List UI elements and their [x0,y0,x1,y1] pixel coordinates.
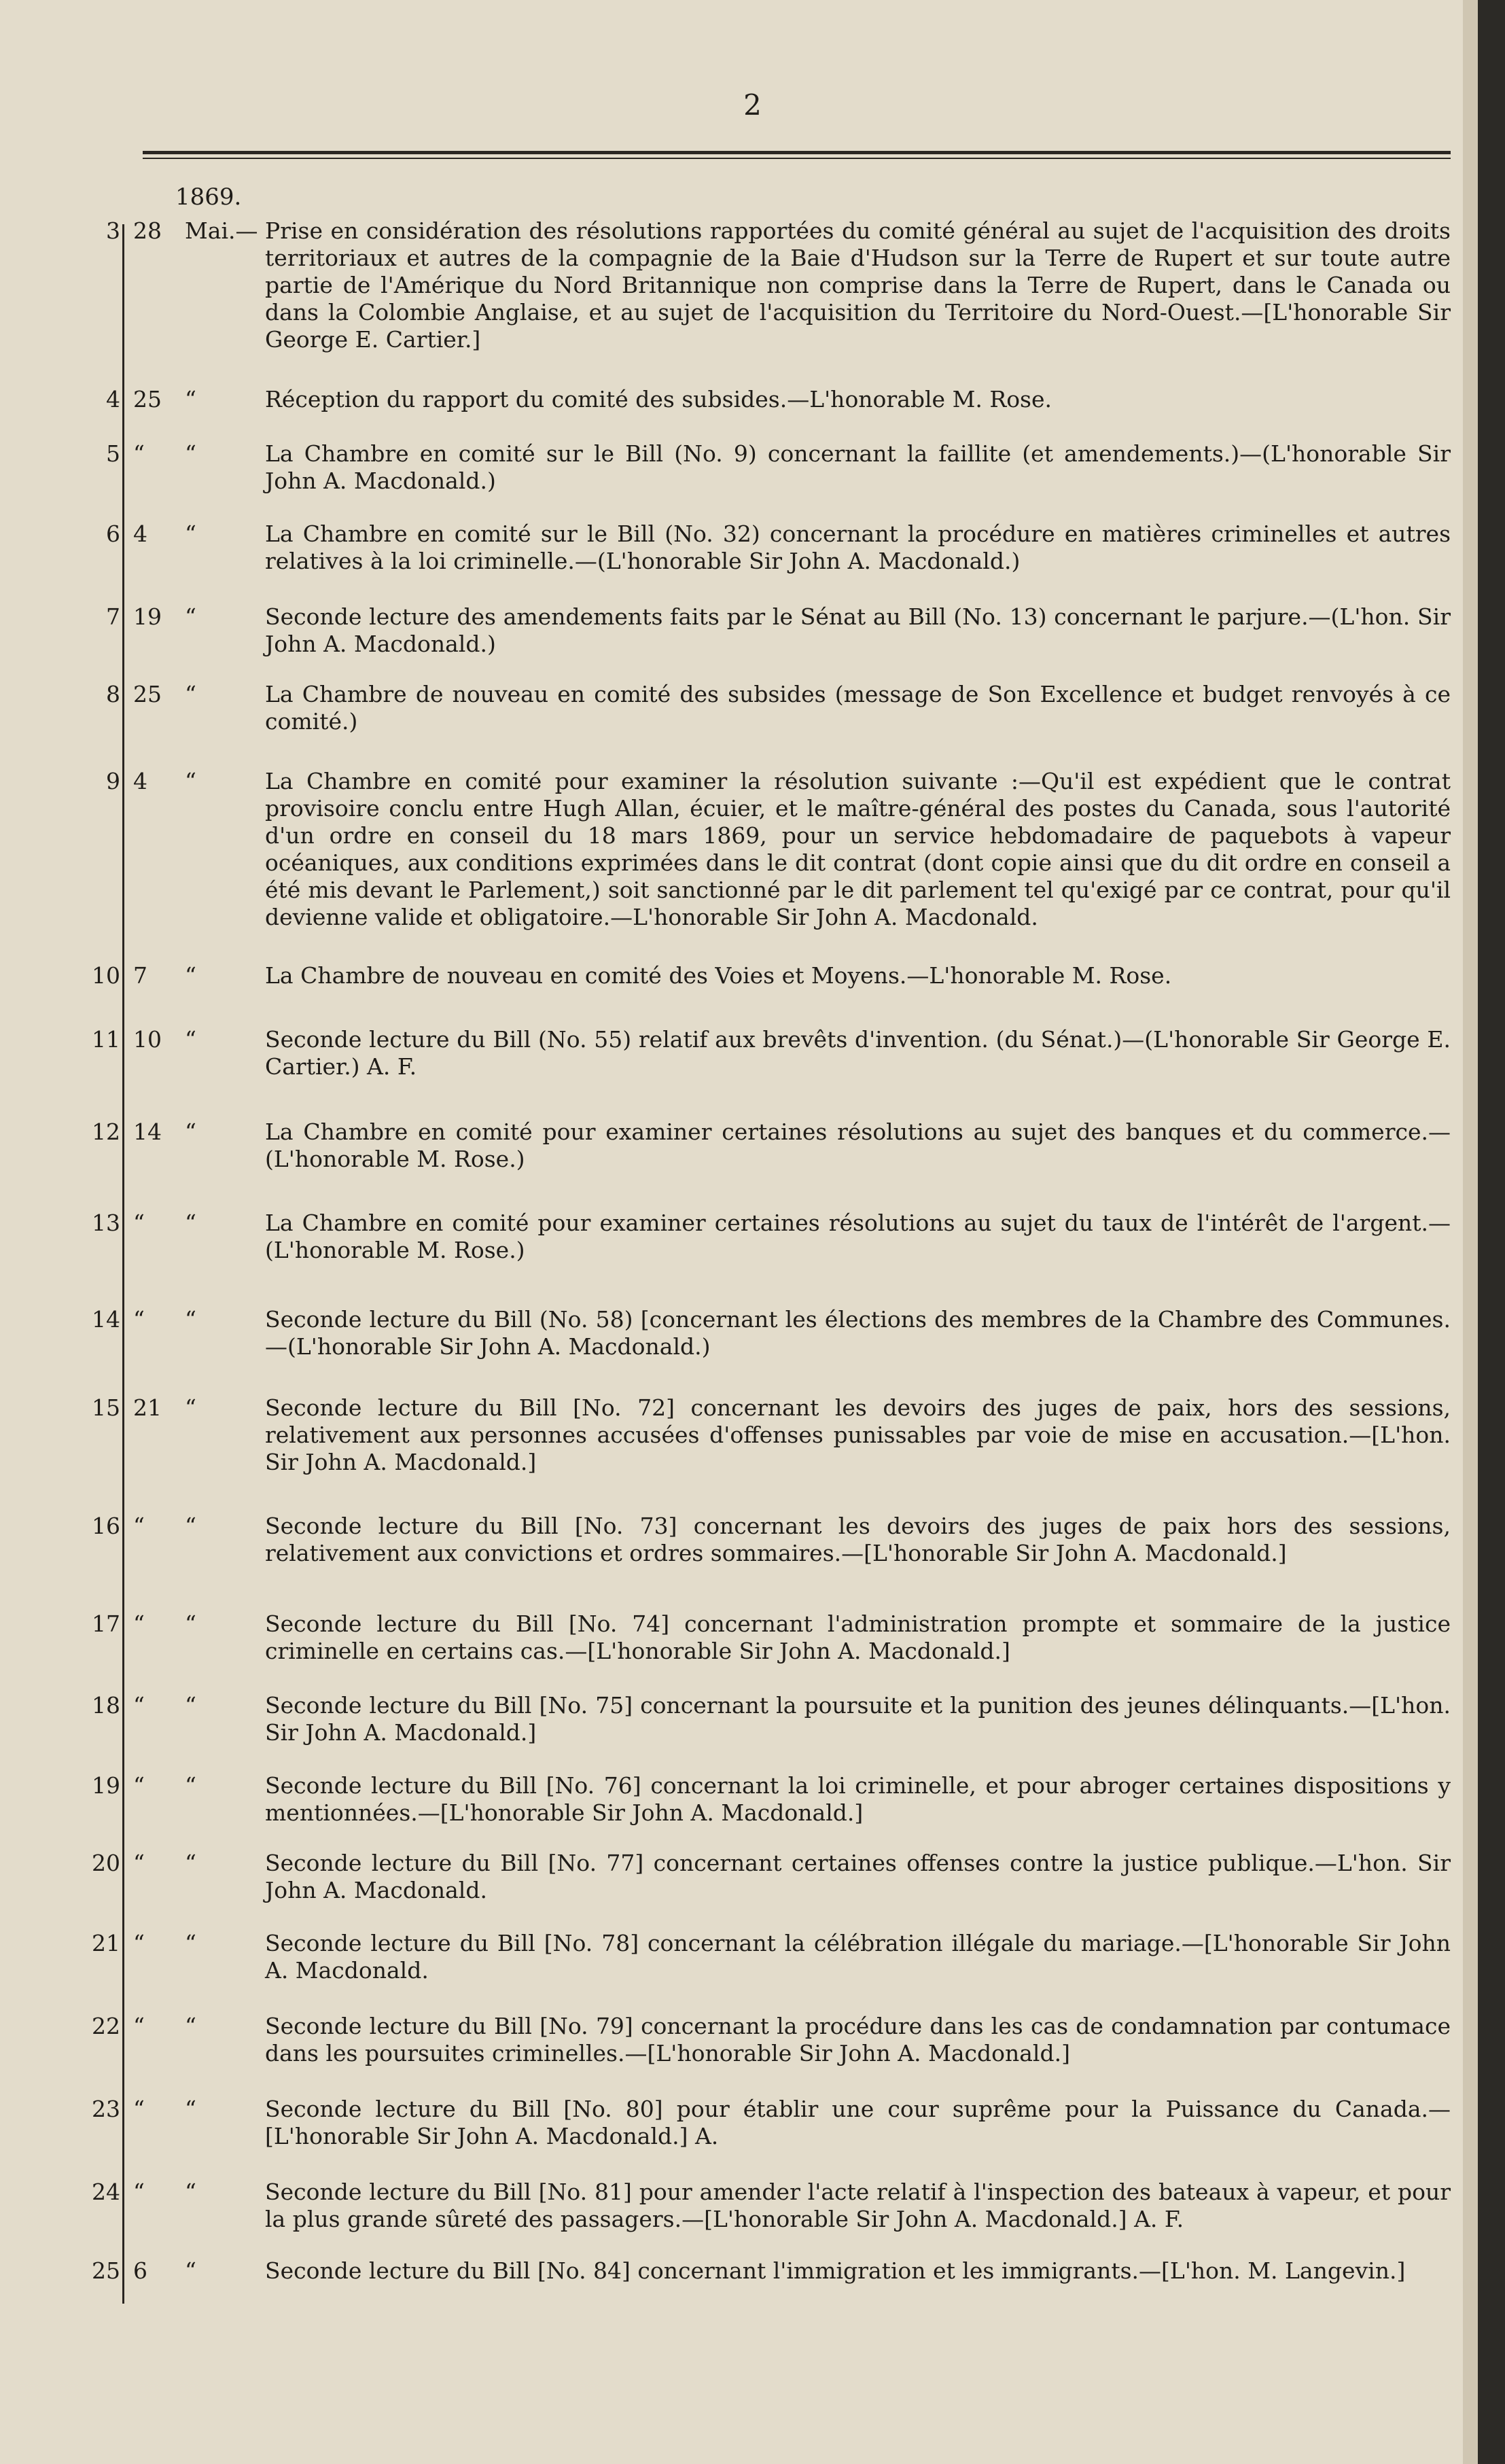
entry-day: 25 [133,681,162,707]
entry-number: 23 [92,2096,120,2122]
entry-day: 25 [133,386,162,412]
entry-text: Seconde lecture du Bill [No. 79] concernant la procédure dans les cas de condamnation par contumace dans les poursuites criminelles.—[L'honorable Sir John A. Macdonald.] [265,2013,1451,2066]
entry-day: 4 [133,768,147,794]
entry-text: La Chambre de nouveau en comité des Voies et Moyens.—L'honorable M. Rose. [265,962,1172,989]
entry-text: La Chambre en comité sur le Bill (No. 9) concernant la faillite (et amendements.)—(L'honorable Sir John A. Macdonald.) [265,440,1451,494]
entry-number: 12 [92,1119,120,1145]
entry-number: 7 [106,603,120,630]
entry-month: “ [185,1306,196,1333]
entry-month: Mai.— [185,217,258,244]
entry-text: Seconde lecture du Bill [No. 81] pour amender l'acte relatif à l'inspection des bateaux à vapeur, et pour la plus grande sûreté des passagers.—[L'honorable Sir John A. Macdonald.] A. F. [265,2179,1451,2232]
entry-number: 6 [106,521,120,547]
entry-text: Seconde lecture du Bill [No. 77] concernant certaines offenses contre la justice publique.—L'hon. Sir John A. Macdonald. [265,1850,1451,1903]
entry-day: “ [133,1611,145,1637]
entry-day: 10 [133,1026,162,1053]
entry-text: La Chambre en comité sur le Bill (No. 32) concernant la procédure en matières criminelles et autres relatives à la loi criminelle.—(L'honorable Sir John A. Macdonald.) [265,521,1451,574]
entry-text: Seconde lecture du Bill [No. 84] concernant l'immigration et les immigrants.—[L'hon. M. Langevin.] [265,2257,1406,2284]
entry-day: “ [133,440,145,467]
entry-text: La Chambre de nouveau en comité des subsides (message de Son Excellence et budget renvoyés à ce comité.) [265,681,1451,735]
entry-day: “ [133,1306,145,1333]
entry-number: 13 [92,1210,120,1236]
entry-month: “ [185,768,196,794]
entry-month: “ [185,681,196,707]
entry-number: 16 [92,1513,120,1539]
entry-text: La Chambre en comité pour examiner certaines résolutions au sujet du taux de l'intérêt de l'argent.—(L'honorable M. Rose.) [265,1210,1451,1263]
entry-month: “ [185,962,196,989]
entry-month: “ [185,1026,196,1053]
entry-text: Seconde lecture du Bill [No. 74] concernant l'administration prompte et sommaire de la justice criminelle en certains cas.—[L'honorable Sir John A. Macdonald.] [265,1611,1451,1664]
entry-number: 20 [92,1850,120,1876]
entry-month: “ [185,1210,196,1236]
entry-day: “ [133,1772,145,1799]
entry-day: 21 [133,1394,162,1421]
entry-number: 15 [92,1394,120,1421]
page-edge-shadow [1463,0,1478,2464]
entry-number: 3 [106,217,120,244]
entry-text: Seconde lecture du Bill [No. 73] concernant les devoirs des juges de paix hors des sessions, relativement aux convictions et ordres sommaires.—[L'honorable Sir John A. Macdonald.] [265,1513,1451,1566]
page-edge [1478,0,1505,2464]
entry-number: 11 [92,1026,120,1053]
entry-text: Seconde lecture du Bill [No. 80] pour établir une cour suprême pour la Puissance du Canada.—[L'honorable Sir John A. Macdonald.] A. [265,2096,1451,2149]
entry-month: “ [185,1119,196,1145]
entry-number: 24 [92,2179,120,2205]
entry-number: 5 [106,440,120,467]
entry-number: 18 [92,1692,120,1719]
entry-day: 7 [133,962,147,989]
entry-number: 25 [92,2257,120,2284]
page-number: 2 [743,88,762,122]
entry-day: 4 [133,521,147,547]
column-divider [122,224,124,2304]
entry-day: “ [133,1930,145,1956]
entry-text: Seconde lecture du Bill [No. 76] concernant la loi criminelle, et pour abroger certaines dispositions y mentionnées.—[L'honorable Sir John A. Macdonald.] [265,1772,1451,1826]
entry-month: “ [185,1930,196,1956]
entry-number: 17 [92,1611,120,1637]
entry-month: “ [185,1772,196,1799]
entry-month: “ [185,386,196,412]
entry-number: 10 [92,962,120,989]
entry-day: “ [133,1850,145,1876]
entry-day: “ [133,2013,145,2039]
entry-month: “ [185,2096,196,2122]
entry-text: Seconde lecture du Bill [No. 72] concernant les devoirs des juges de paix, hors des sessions, relativement aux personnes accusées d'offenses punissables par voie de mise en accusation.—[L'hon. Sir John A. Macdonald.] [265,1394,1451,1475]
entry-text: La Chambre en comité pour examiner la résolution suivante :—Qu'il est expédient que le contrat provisoire conclu entre Hugh Allan, écuier, et le maître-général des postes du Canada, sous l'autorité d'un ordre en conseil du 18 mars 1869, pour un service hebdomadaire de paquebots à vapeur océaniques, aux conditions exprimées dans le dit contrat (dont copie ainsi que du dit ordre en conseil a été mis devant le Parlement,) soit sanctionné par le dit parlement tel qu'exigé par ce contrat, pour qu'il devienne valide et obligatoire.—L'honorable Sir John A. Macdonald. [265,768,1451,930]
entry-number: 4 [106,386,120,412]
entry-text: La Chambre en comité pour examiner certaines résolutions au sujet des banques et du commerce.—(L'honorable M. Rose.) [265,1119,1451,1172]
entry-day: 6 [133,2257,147,2284]
entry-month: “ [185,521,196,547]
entry-month: “ [185,2013,196,2039]
entry-number: 19 [92,1772,120,1799]
year-heading: 1869. [175,183,242,211]
entry-day: “ [133,1692,145,1719]
entry-text: Seconde lecture du Bill [No. 75] concernant la poursuite et la punition des jeunes délinquants.—[L'hon. Sir John A. Macdonald.] [265,1692,1451,1746]
entry-month: “ [185,2257,196,2284]
entry-month: “ [185,603,196,630]
entry-number: 8 [106,681,120,707]
entry-text: Seconde lecture du Bill (No. 58) [concernant les élections des membres de la Chambre des Communes.—(L'honorable Sir John A. Macdonald.) [265,1306,1451,1360]
entry-text: Seconde lecture du Bill [No. 78] concernant la célébration illégale du mariage.—[L'honorable Sir John A. Macdonald. [265,1930,1451,1984]
entry-number: 9 [106,768,120,794]
header-rule-thick [143,151,1451,154]
entry-month: “ [185,1692,196,1719]
entry-month: “ [185,440,196,467]
entry-number: 14 [92,1306,120,1333]
entry-month: “ [185,2179,196,2205]
entry-day: “ [133,1210,145,1236]
entry-day: “ [133,1513,145,1539]
entry-month: “ [185,1850,196,1876]
entry-text: Seconde lecture du Bill (No. 55) relatif aux brevêts d'invention. (du Sénat.)—(L'honorable Sir George E. Cartier.) A. F. [265,1026,1451,1080]
entry-number: 22 [92,2013,120,2039]
entry-day: “ [133,2179,145,2205]
header-rule-thin [143,158,1451,159]
entry-day: 14 [133,1119,162,1145]
entry-month: “ [185,1394,196,1421]
entry-month: “ [185,1611,196,1637]
entry-day: “ [133,2096,145,2122]
entry-month: “ [185,1513,196,1539]
entry-day: 19 [133,603,162,630]
entry-day: 28 [133,217,162,244]
entry-text: Réception du rapport du comité des subsides.—L'honorable M. Rose. [265,386,1052,412]
entry-number: 21 [92,1930,120,1956]
entry-text: Prise en considération des résolutions rapportées du comité général au sujet de l'acquisition des droits territoriaux et autres de la compagnie de la Baie d'Hudson sur la Terre de Rupert et sur toute autre partie de l'Amérique du Nord Britannique non comprise dans la Terre de Rupert, dans le Canada ou dans la Colombie Anglaise, et au sujet de l'acquisition du Territoire du Nord-Ouest.—[L'honorable Sir George E. Cartier.] [265,217,1451,353]
entry-text: Seconde lecture des amendements faits par le Sénat au Bill (No. 13) concernant le parjure.—(L'hon. Sir John A. Macdonald.) [265,603,1451,657]
